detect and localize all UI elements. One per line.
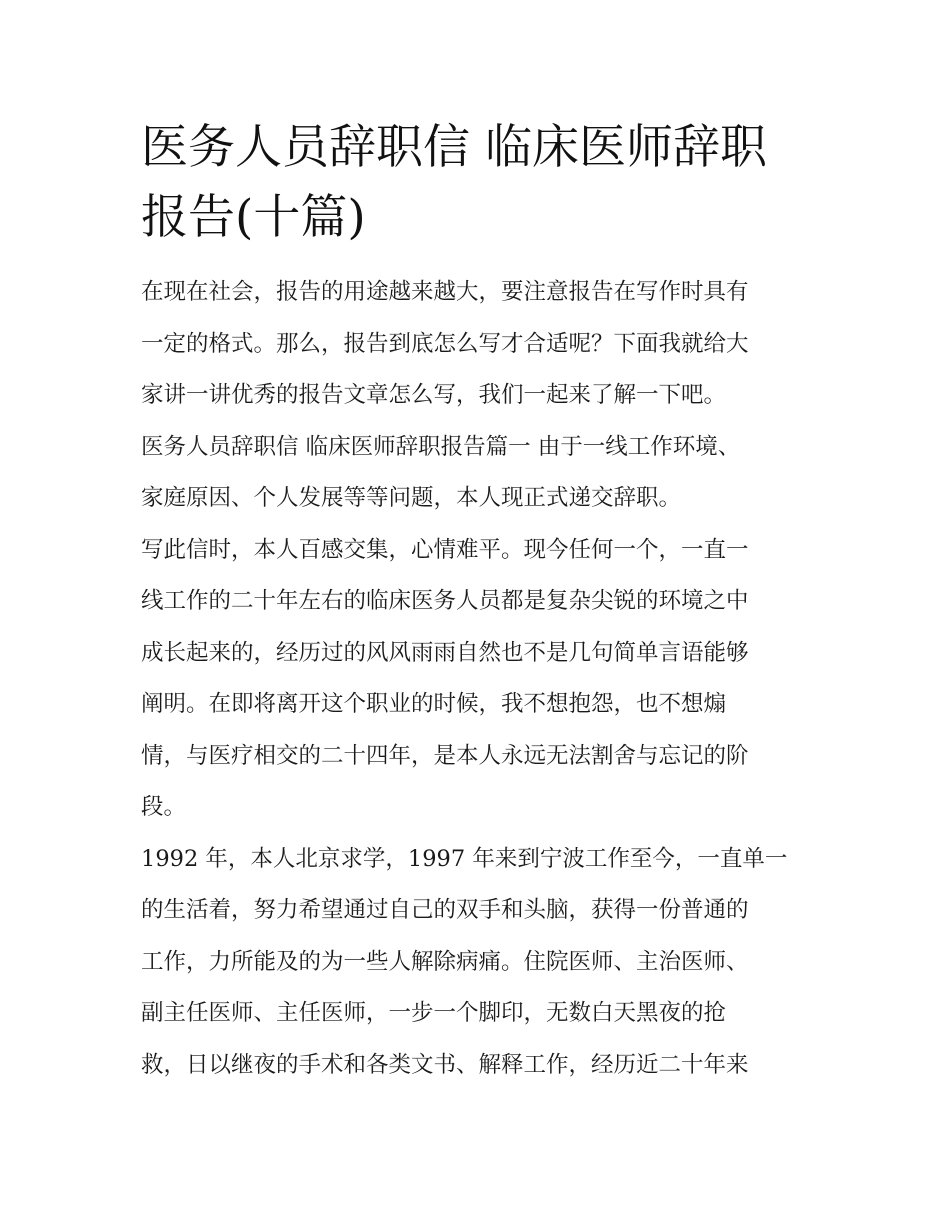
body-line: 线工作的二十年左右的临床医务人员都是复杂尖锐的环境之中: [141, 588, 749, 614]
title-line: 报告(十篇): [141, 190, 366, 245]
body-line: 副主任医师、主任医师，一步一个脚印，无数白天黑夜的抢: [141, 1000, 727, 1026]
document-content: [141, 113, 813, 1091]
body-line: 阐明。在即将离开这个职业的时候，我不想抱怨，也不想煽: [141, 691, 727, 717]
body-line: 家讲一讲优秀的报告文章怎么写，我们一起来了解一下吧。: [141, 382, 727, 408]
body-line: 一定的格式。那么，报告到底怎么写才合适呢？下面我就给大: [141, 330, 749, 357]
body-line: 写此信时，本人百感交集，心情难平。现今任何一个，一直一: [141, 536, 749, 563]
body-line: 在现在社会，报告的用途越来越大，要注意报告在写作时具有: [141, 279, 749, 305]
body-line: 救，日以继夜的手术和各类文书、解释工作，经历近二十年来: [141, 1051, 749, 1078]
document-body: [141, 267, 813, 1091]
body-line: 家庭原因、个人发展等等问题，本人现正式递交辞职。: [141, 485, 682, 511]
body-line: 段。: [141, 794, 187, 820]
body-line: 1992 年，本人北京求学，1997 年来到宁波工作至今，一直单一: [141, 845, 788, 872]
title-line: 医务人员辞职信 临床医师辞职: [141, 120, 767, 175]
document-title: [141, 113, 813, 253]
body-line: 医务人员辞职信 临床医师辞职报告篇一 由于一线工作环境、: [141, 433, 741, 460]
body-line: 成长起来的，经历过的风风雨雨自然也不是几句简单言语能够: [141, 639, 749, 666]
body-line: 情，与医疗相交的二十四年，是本人永远无法割舍与忘记的阶: [141, 742, 749, 769]
body-line: 工作，力所能及的为一些人解除病痛。住院医师、主治医师、: [141, 948, 749, 975]
body-line: 的生活着，努力希望通过自己的双手和头脑，获得一份普通的: [141, 897, 749, 923]
